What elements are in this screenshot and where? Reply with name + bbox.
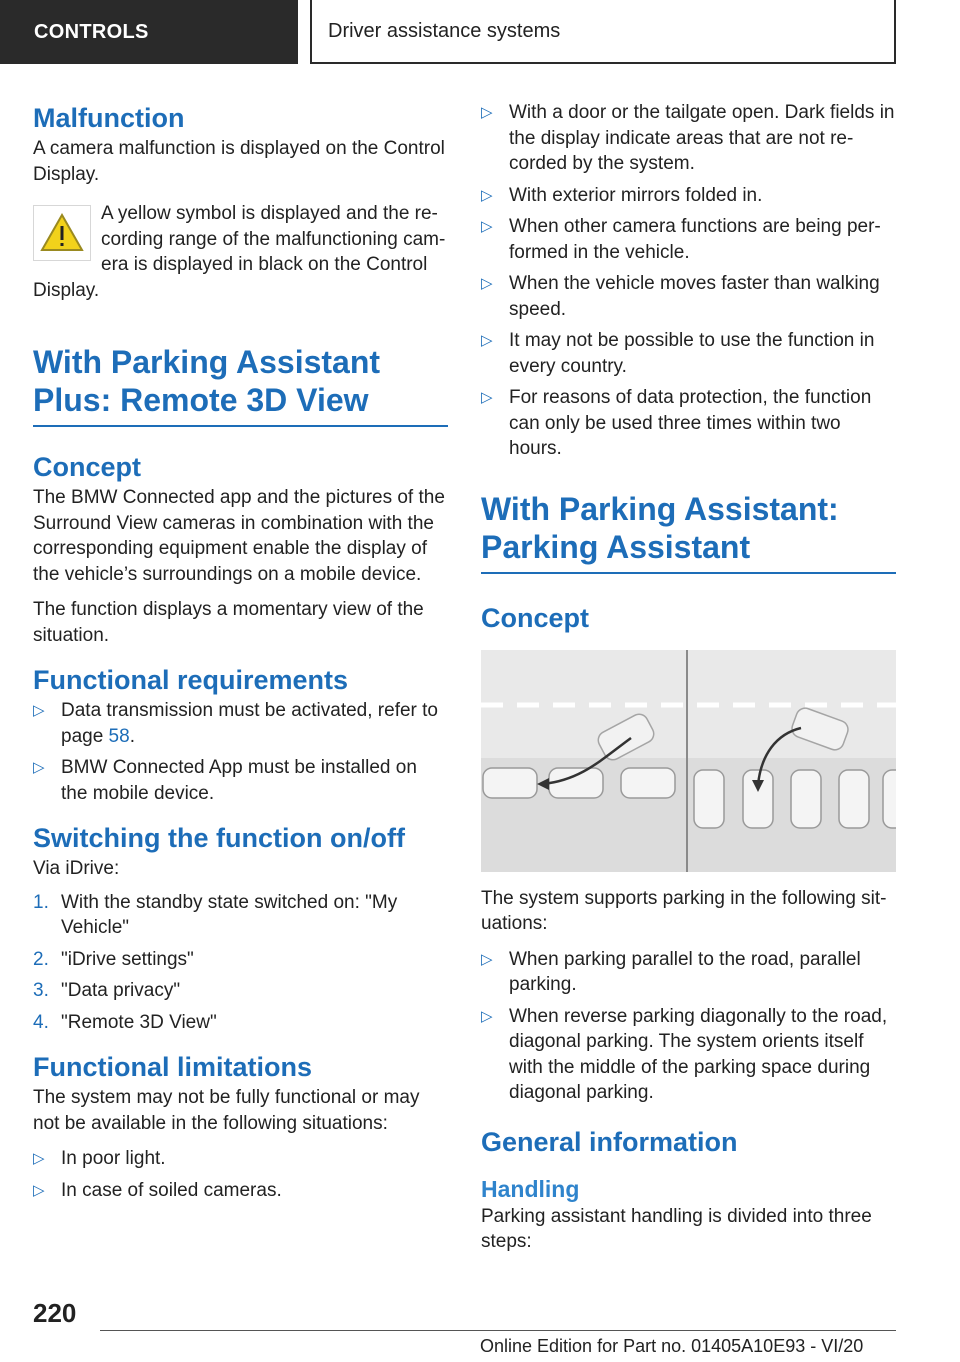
chapter-tab xyxy=(310,0,896,64)
support-list xyxy=(481,947,896,1106)
step-item xyxy=(33,890,448,941)
malfunction-heading: Malfunction xyxy=(33,103,185,133)
right-column xyxy=(481,100,896,1255)
list-item-text: When the vehicle moves faster than walking speed. xyxy=(509,273,880,320)
step-text: With the standby state switched on: "My Vehicle" xyxy=(61,891,398,938)
handling-text: Parking assistant handling is divided into three steps: xyxy=(481,1205,872,1252)
list-item-text: When reverse parking diagonally to the road, diagonal parking. The system orients itself with the middle of the parking space during diagonal parking. xyxy=(509,1005,888,1103)
warning-text: A yellow symbol is displayed and the re‐ cording range of the malfunctioning cam‐ era is displayed in black on the Control xyxy=(101,203,446,275)
section-label: CONTROLS xyxy=(34,20,149,43)
limitations-heading: Functional limitations xyxy=(33,1052,313,1082)
step-item xyxy=(33,947,448,973)
switching-heading: Switching the function on/off xyxy=(33,823,405,853)
list-item-text: Data transmission must be activated, refer to page xyxy=(61,700,438,747)
parking-illustration xyxy=(481,650,896,872)
list-item-text: In poor light. xyxy=(61,1148,166,1169)
page-link[interactable]: 58 xyxy=(108,725,130,747)
list-item xyxy=(33,698,448,749)
list-item xyxy=(33,1146,448,1172)
step-number: 1. xyxy=(33,891,49,913)
bullet-triangle-icon: ▷ xyxy=(481,389,493,406)
parking-assistant-heading: With Parking Assistant: Parking Assistant xyxy=(481,490,896,574)
limitations-intro: The system may not be fully functional or may not be available in the following situations: xyxy=(33,1087,420,1134)
bullet-triangle-icon: ▷ xyxy=(481,275,493,292)
bullet-triangle-icon: ▷ xyxy=(33,702,45,719)
list-item-suffix: . xyxy=(129,725,135,747)
bullet-triangle-icon: ▷ xyxy=(481,1007,493,1025)
concept-heading: Concept xyxy=(33,452,141,482)
list-item xyxy=(481,271,896,322)
page-number: 220 xyxy=(33,1298,77,1328)
section-tab xyxy=(0,0,298,64)
bullet-triangle-icon: ▷ xyxy=(481,218,493,235)
bullet-triangle-icon: ▷ xyxy=(33,759,45,776)
list-item xyxy=(33,755,448,806)
concept-paragraph-2: The function displays a momentary view of the situation. xyxy=(33,599,424,646)
list-item xyxy=(481,100,896,177)
list-item xyxy=(481,328,896,379)
edition-note: Online Edition for Part no. 01405A10E93 - VI/20 xyxy=(480,1336,864,1356)
step-text: "Remote 3D View" xyxy=(61,1011,217,1033)
list-item-text: With a door or the tailgate open. Dark fields in the display indicate areas that are not re‐ corded by the system. xyxy=(509,102,895,174)
list-item-text: When parking parallel to the road, parallel parking. xyxy=(509,948,861,995)
list-item-text: In case of soiled cameras. xyxy=(61,1179,282,1201)
list-item xyxy=(481,183,896,209)
step-number: 3. xyxy=(33,980,49,1001)
list-item xyxy=(481,1004,896,1106)
requirements-heading: Functional requirements xyxy=(33,665,349,695)
step-number: 4. xyxy=(33,1011,49,1033)
list-item xyxy=(33,1178,448,1204)
bullet-triangle-icon: ▷ xyxy=(33,1150,45,1167)
list-item-text: It may not be possible to use the function in every country. xyxy=(509,330,875,377)
bullet-triangle-icon: ▷ xyxy=(481,104,493,121)
list-item-text: For reasons of data protection, the function can only be used three times within two hours. xyxy=(509,387,872,459)
list-item-text: With exterior mirrors folded in. xyxy=(509,184,763,206)
bullet-triangle-icon: ▷ xyxy=(481,950,493,968)
parking-diagram xyxy=(481,650,896,872)
list-item-text: BMW Connected App must be installed on the mobile device. xyxy=(61,757,417,804)
limitations-list xyxy=(33,1146,448,1203)
remote-3d-view-heading: With Parking Assistant Plus: Remote 3D View xyxy=(33,343,448,427)
list-item-text: When other camera functions are being per‐ formed in the vehicle. xyxy=(509,216,881,263)
limitations-list-continued xyxy=(481,100,896,462)
support-text: The system supports parking in the following sit‐ uations: xyxy=(481,887,887,934)
bullet-triangle-icon: ▷ xyxy=(33,1181,45,1199)
footer-divider xyxy=(100,1330,896,1331)
steps-list xyxy=(33,890,448,1036)
step-item xyxy=(33,1010,448,1036)
concept-paragraph-1: The BMW Connected app and the pictures of the Surround View cameras in combination with the corresponding equipment enable the display of the vehicle’s surroundings on a mobile device. xyxy=(33,487,445,585)
bullet-triangle-icon: ▷ xyxy=(481,186,493,204)
list-item xyxy=(481,385,896,462)
step-number: 2. xyxy=(33,948,49,970)
warning-text-end: Display. xyxy=(33,279,100,301)
warning-block xyxy=(33,201,448,278)
handling-heading: Handling xyxy=(481,1175,580,1202)
step-item xyxy=(33,978,448,1004)
step-text: "Data privacy" xyxy=(61,980,181,1001)
bullet-triangle-icon: ▷ xyxy=(481,332,493,349)
switching-intro: Via iDrive: xyxy=(33,858,120,879)
step-text: "iDrive settings" xyxy=(61,948,194,970)
left-column xyxy=(33,100,448,1203)
general-info-heading: General information xyxy=(481,1126,738,1157)
chapter-label: Driver assistance systems xyxy=(328,19,561,42)
concept-heading: Concept xyxy=(481,602,589,633)
list-item xyxy=(481,947,896,998)
list-item xyxy=(481,214,896,265)
requirements-list xyxy=(33,698,448,806)
malfunction-text: A camera malfunction is displayed on the Control Display. xyxy=(33,138,445,185)
warning-triangle-icon xyxy=(33,205,91,261)
